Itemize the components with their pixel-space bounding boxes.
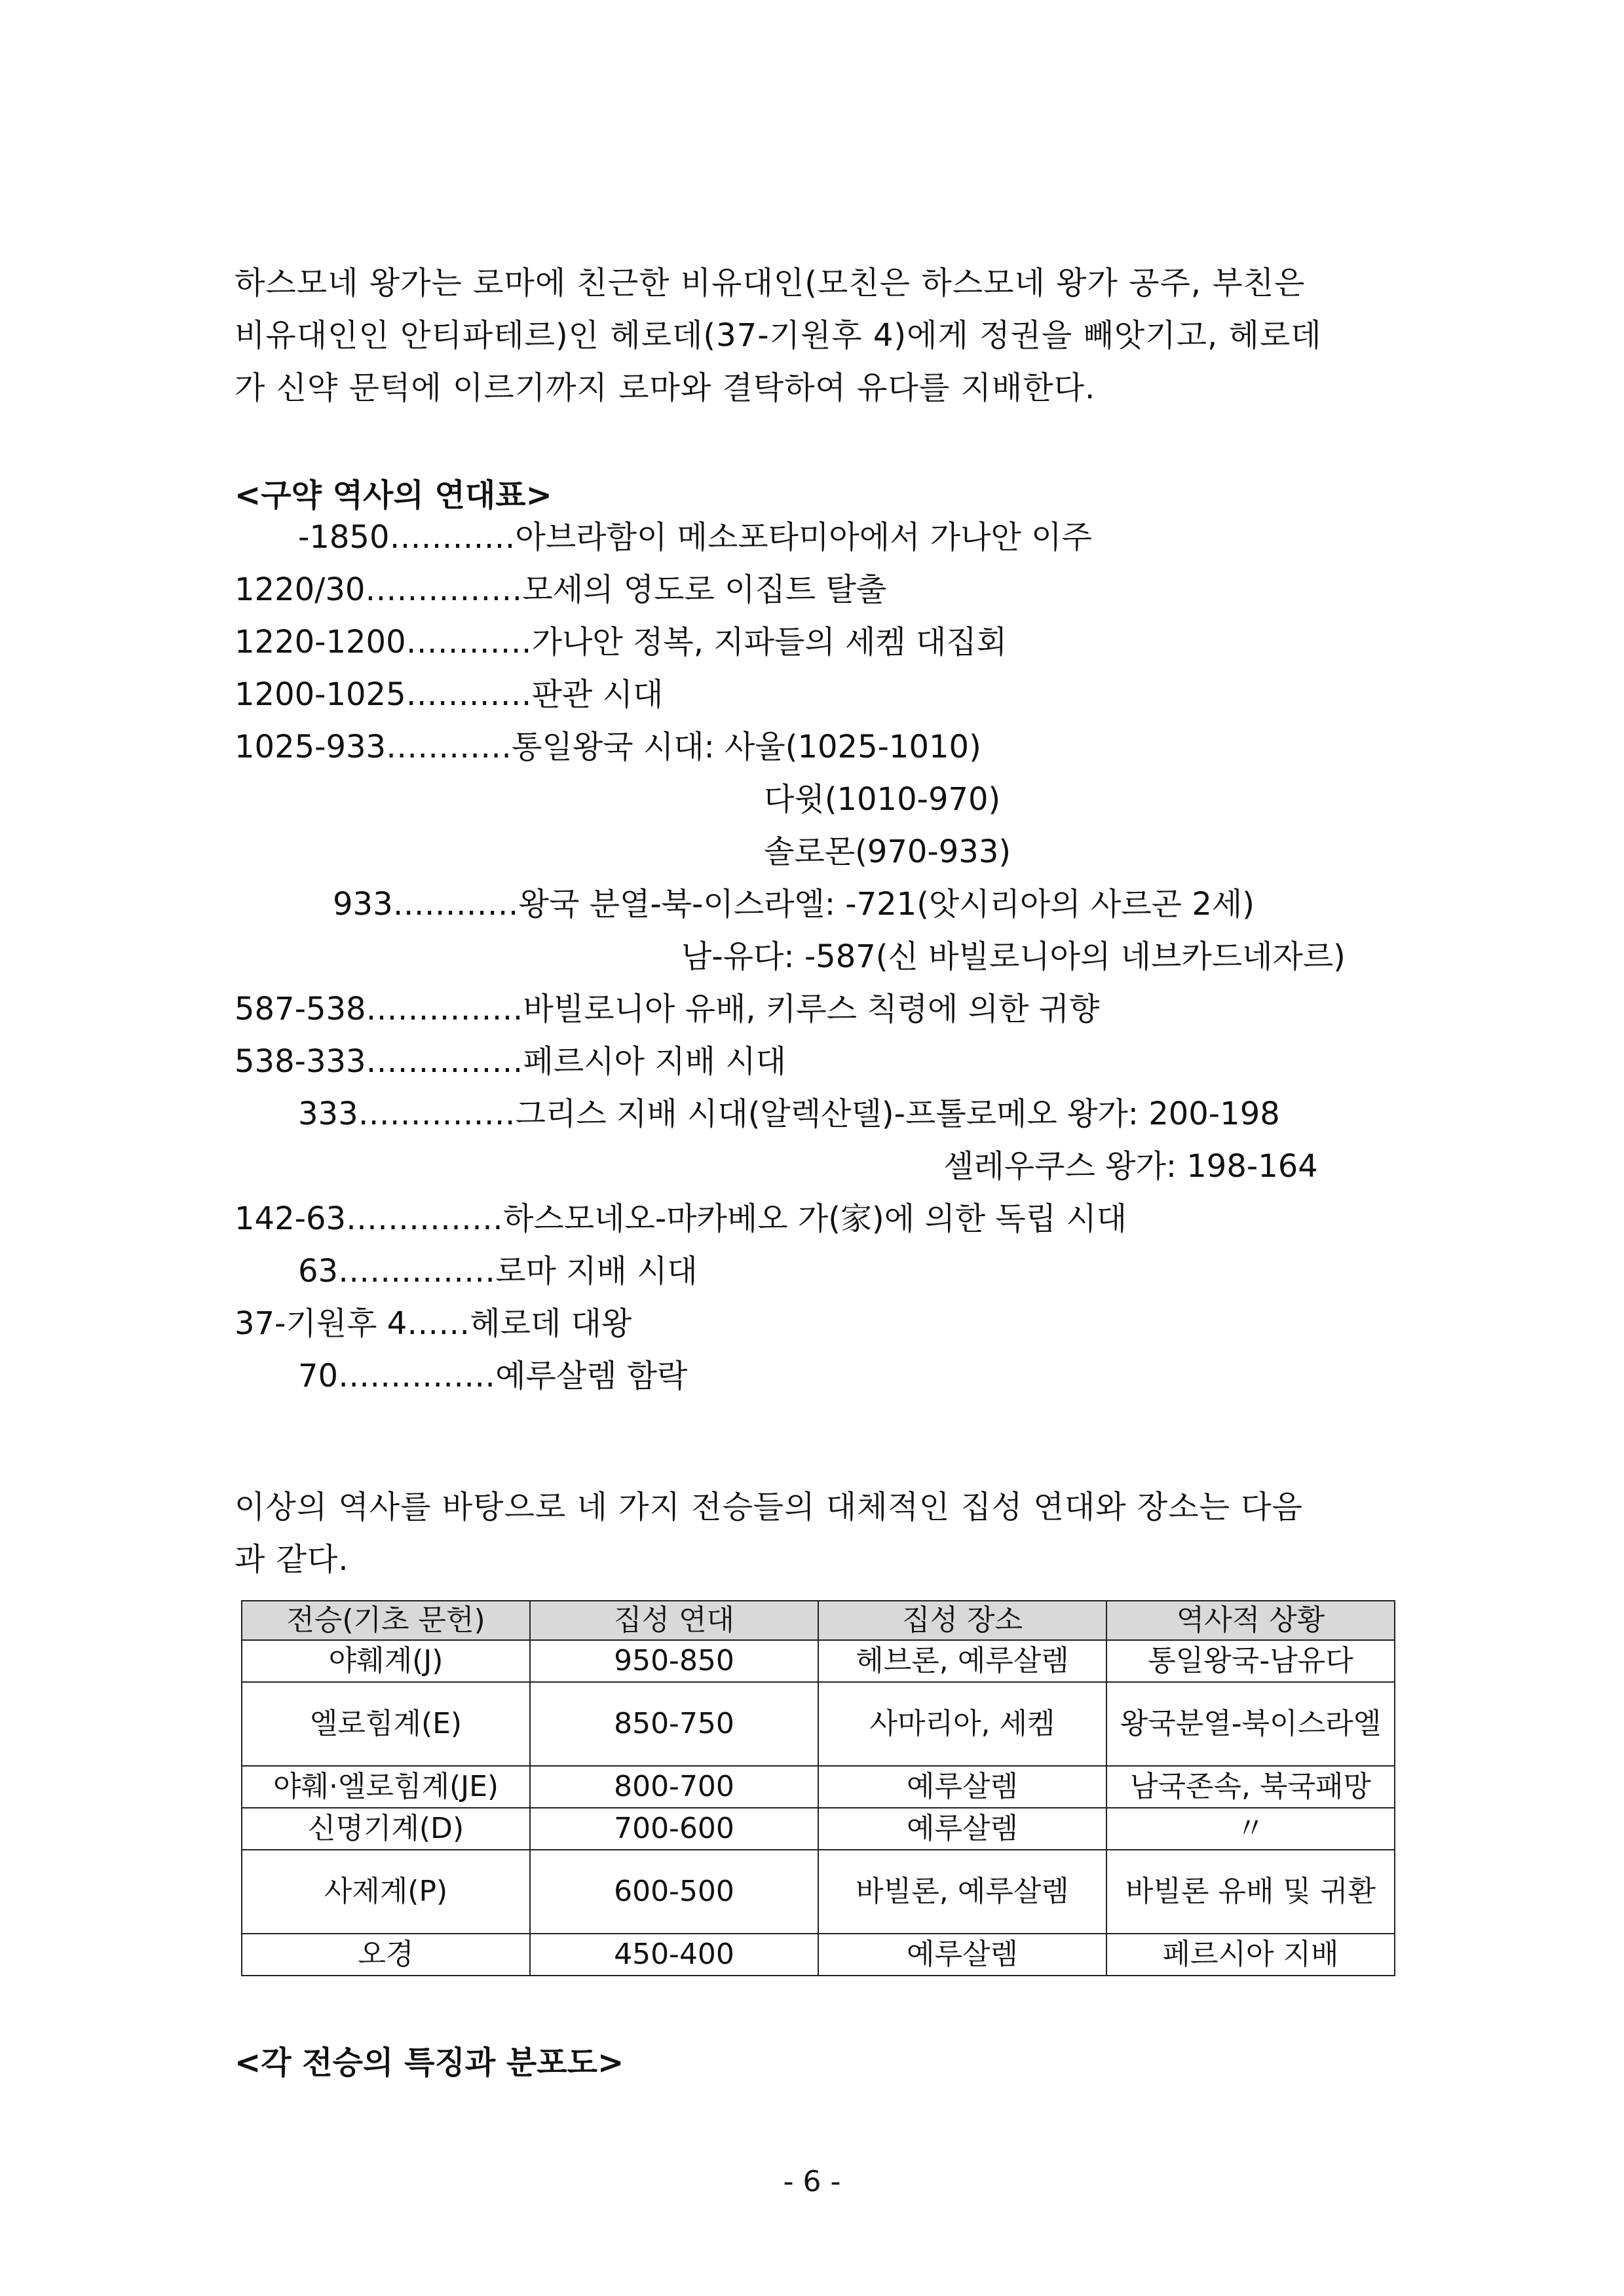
chronology-line: 70……………예루살렘 함락 [298,1358,688,1394]
table-cell: 사마리아, 세켐 [818,1682,1106,1766]
chronology-line: 538-333……………페르시아 지배 시대 [235,1043,787,1080]
summary-line: 이상의 역사를 바탕으로 네 가지 전승들의 대체적인 집성 연대와 장소는 다음 [235,1489,1303,1525]
table-cell: 600-500 [530,1850,818,1934]
table-cell: 페르시아 지배 [1106,1934,1395,1976]
table-cell: 450-400 [530,1934,818,1976]
page-number: - 6 - [783,2165,841,2198]
chronology-line: 남-유다: -587(신 바빌로니아의 네브카드네자르) [681,938,1346,975]
table-header-row [242,1601,1395,1640]
chronology-line: 1200-1025…………판관 시대 [235,676,664,713]
chronology-line: 1220-1200…………가나안 정복, 지파들의 세켐 대집회 [235,624,1008,660]
chronology-heading: <구약 역사의 연대표> [235,477,552,514]
table-cell: 〃 [1106,1808,1395,1850]
section-heading: <각 전승의 특징과 분포도> [235,2044,624,2081]
chronology-line: 37-기원후 4……헤로데 대왕 [235,1305,632,1342]
table-cell: 예루살렘 [818,1766,1106,1808]
intro-line: 비유대인인 안티파테르)인 헤로데(37-기원후 4)에게 정권을 빼앗기고, 헤로데 [235,317,1322,354]
table-row [242,1850,1395,1934]
table-cell: 850-750 [530,1682,818,1766]
table-row [242,1808,1395,1850]
intro-line: 하스모네 왕가는 로마에 친근한 비유대인(모친은 하스모네 왕가 공주, 부친은 [235,265,1306,301]
table-row [242,1766,1395,1808]
chronology-line: 셀레우쿠스 왕가: 198-164 [943,1148,1318,1185]
chronology-line: 1025-933…………통일왕국 시대: 사울(1025-1010) [235,729,981,765]
table-cell: 예루살렘 [818,1934,1106,1976]
summary-paragraph [235,1481,1395,1586]
column-header: 집성 장소 [818,1601,1106,1640]
table-cell: 바빌론, 예루살렘 [818,1850,1106,1934]
table-cell: 예루살렘 [818,1808,1106,1850]
table-cell: 통일왕국-남유다 [1106,1640,1395,1682]
chronology-line: 1220/30……………모세의 영도로 이집트 탈출 [235,571,887,608]
chronology-line: 솔로몬(970-933) [764,833,1011,870]
table-cell: 오경 [242,1934,530,1976]
column-header: 집성 연대 [530,1601,818,1640]
table-cell: 바빌론 유배 및 귀환 [1106,1850,1395,1934]
intro-paragraph [235,257,1395,414]
chronology-line: 142-63……………하스모네오-마카베오 가(家)에 의한 독립 시대 [235,1200,1127,1237]
table-cell: 700-600 [530,1808,818,1850]
table-row [242,1682,1395,1766]
table-cell: 신명기계(D) [242,1808,530,1850]
chronology-line: 333……………그리스 지배 시대(알렉산델)-프톨로메오 왕가: 200-198 [298,1096,1280,1132]
table-cell: 엘로힘계(E) [242,1682,530,1766]
table-row [242,1640,1395,1682]
table-cell: 사제계(P) [242,1850,530,1934]
column-header: 전승(기초 문헌) [242,1601,530,1640]
chronology-line: 다윗(1010-970) [764,781,1001,818]
intro-line: 가 신약 문턱에 이르기까지 로마와 결탁하여 유다를 지배한다. [235,370,1096,406]
summary-line: 과 같다. [235,1541,349,1578]
chronology-line: -1850…………아브라함이 메소포타미아에서 가나안 이주 [298,519,1092,556]
chronology-line: 63……………로마 지배 시대 [298,1253,698,1290]
table-cell: 950-850 [530,1640,818,1682]
column-header: 역사적 상황 [1106,1601,1395,1640]
chronology-line: 587-538……………바빌로니아 유배, 키루스 칙령에 의한 귀향 [235,991,1100,1027]
table-cell: 800-700 [530,1766,818,1808]
table-cell: 야훼계(J) [242,1640,530,1682]
table-cell: 왕국분열-북이스라엘 [1106,1682,1395,1766]
chronology-line: 933…………왕국 분열-북-이스라엘: -721(앗시리아의 사르곤 2세) [333,886,1255,923]
traditions-table [241,1600,1395,1976]
table-cell: 남국존속, 북국패망 [1106,1766,1395,1808]
table-cell: 야훼·엘로힘계(JE) [242,1766,530,1808]
table-row [242,1934,1395,1976]
table-cell: 헤브론, 예루살렘 [818,1640,1106,1682]
